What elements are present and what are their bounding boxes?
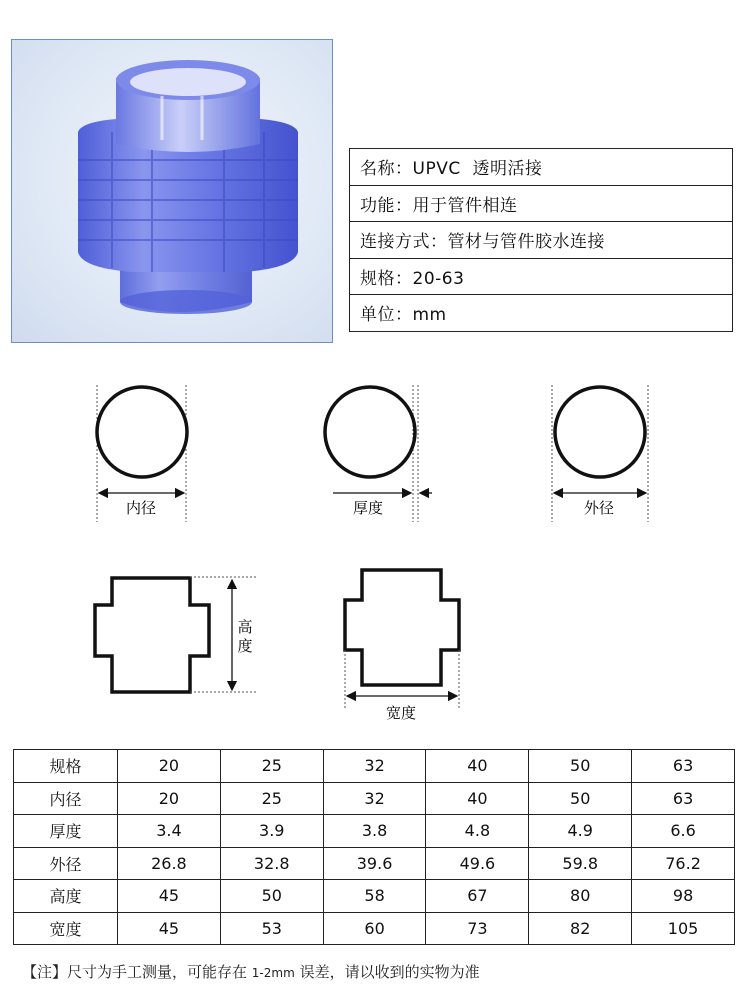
table-cell: 53 xyxy=(220,912,323,945)
info-row-connection xyxy=(350,222,733,259)
table-cell: 32 xyxy=(323,750,426,783)
row-header-cell: 规格 xyxy=(14,750,118,783)
width-label: 宽度 xyxy=(385,704,417,722)
table-row xyxy=(14,750,735,783)
table-cell: 63 xyxy=(632,782,735,815)
height-label-bottom: 度 xyxy=(237,637,253,655)
table-cell: 60 xyxy=(323,912,426,945)
table-cell: 3.9 xyxy=(220,815,323,848)
info-value: mm xyxy=(412,305,447,326)
info-label: 名称： xyxy=(360,159,413,180)
table-row xyxy=(14,880,735,913)
table-cell: 63 xyxy=(632,750,735,783)
table-cell: 3.4 xyxy=(118,815,221,848)
table-cell: 4.9 xyxy=(529,815,632,848)
row-header-cell: 高度 xyxy=(14,880,118,913)
info-value: 管材与管件胶水连接 xyxy=(447,232,605,253)
table-cell: 26.8 xyxy=(118,847,221,880)
table-row xyxy=(14,847,735,880)
table-cell: 45 xyxy=(118,912,221,945)
info-label: 规格： xyxy=(360,268,413,289)
outer-diameter-diagram xyxy=(552,385,648,522)
table-cell: 49.6 xyxy=(426,847,529,880)
height-label-top: 高 xyxy=(237,618,253,636)
table-cell: 40 xyxy=(426,782,529,815)
table-cell: 20 xyxy=(118,750,221,783)
note-range: 1-2mm xyxy=(251,966,295,980)
thickness-diagram xyxy=(325,385,432,522)
pvc-union-illustration xyxy=(12,40,333,343)
table-row xyxy=(14,912,735,945)
table-cell: 32.8 xyxy=(220,847,323,880)
table-cell: 105 xyxy=(632,912,735,945)
info-label: 连接方式： xyxy=(360,232,448,253)
row-header-cell: 内径 xyxy=(14,782,118,815)
table-cell: 67 xyxy=(426,880,529,913)
height-diagram xyxy=(95,577,258,692)
table-cell: 25 xyxy=(220,782,323,815)
table-cell: 39.6 xyxy=(323,847,426,880)
dimension-diagram xyxy=(0,370,750,730)
note-suffix: 误差，请以收到的实物为准 xyxy=(299,963,480,981)
info-label: 单位： xyxy=(360,305,413,326)
info-value: 20-63 xyxy=(412,268,465,289)
table-cell: 58 xyxy=(323,880,426,913)
table-row xyxy=(14,815,735,848)
table-cell: 73 xyxy=(426,912,529,945)
width-diagram xyxy=(345,570,459,722)
info-row-function xyxy=(350,185,733,222)
table-cell: 40 xyxy=(426,750,529,783)
table-cell: 6.6 xyxy=(632,815,735,848)
info-row-unit xyxy=(350,295,733,332)
spec-table xyxy=(13,749,735,945)
table-cell: 80 xyxy=(529,880,632,913)
table-cell: 45 xyxy=(118,880,221,913)
row-header-cell: 外径 xyxy=(14,847,118,880)
row-header-cell: 厚度 xyxy=(14,815,118,848)
product-photo xyxy=(11,39,333,343)
table-cell: 32 xyxy=(323,782,426,815)
table-row xyxy=(14,782,735,815)
table-cell: 25 xyxy=(220,750,323,783)
outer-diameter-label: 外径 xyxy=(583,499,615,517)
table-cell: 50 xyxy=(529,782,632,815)
measurement-note xyxy=(22,961,480,982)
info-value: 用于管件相连 xyxy=(412,195,518,216)
info-row-spec xyxy=(350,258,733,295)
table-cell: 59.8 xyxy=(529,847,632,880)
inner-diameter-diagram xyxy=(97,385,187,522)
table-cell: 98 xyxy=(632,880,735,913)
table-cell: 50 xyxy=(529,750,632,783)
info-row-name xyxy=(350,149,733,186)
thickness-label: 厚度 xyxy=(352,499,384,517)
table-cell: 20 xyxy=(118,782,221,815)
note-prefix: 【注】尺寸为手工测量，可能存在 xyxy=(22,963,248,981)
table-cell: 82 xyxy=(529,912,632,945)
info-value: UPVC 透明活接 xyxy=(412,159,543,180)
inner-diameter-label: 内径 xyxy=(125,499,157,517)
table-cell: 50 xyxy=(220,880,323,913)
product-info-table xyxy=(349,148,733,332)
table-cell: 4.8 xyxy=(426,815,529,848)
table-cell: 76.2 xyxy=(632,847,735,880)
info-label: 功能： xyxy=(360,195,413,216)
row-header-cell: 宽度 xyxy=(14,912,118,945)
table-cell: 3.8 xyxy=(323,815,426,848)
